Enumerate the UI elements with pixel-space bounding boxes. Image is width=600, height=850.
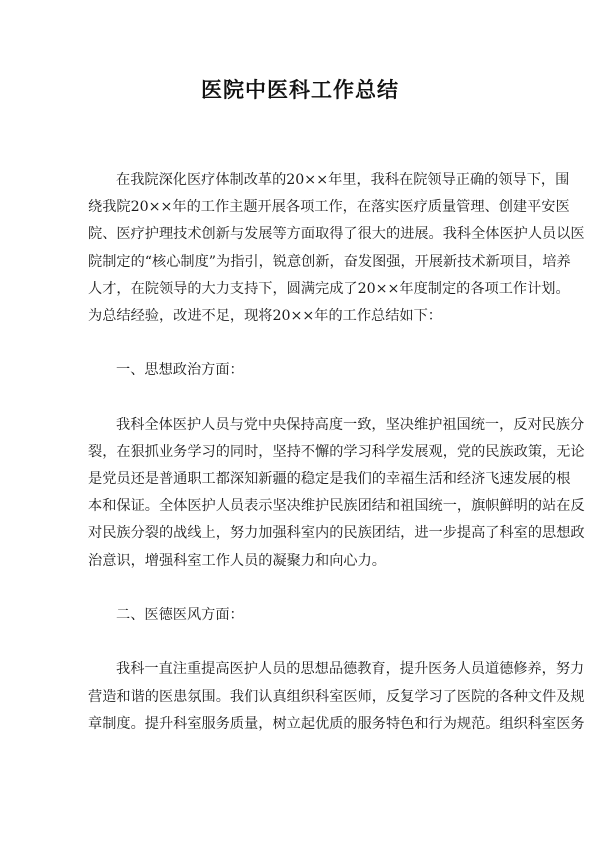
paragraph-1-line: 院制定的“核心制度”为指引，锐意创新，奋发图强，开展新技术新项目，培养 xyxy=(88,253,571,270)
paragraph-3-line: 营造和谐的医患氛围。我们认真组织科室医师，反复学习了医院的各种文件及规 xyxy=(88,688,585,705)
section-heading-political: 一、思想政治方面： xyxy=(116,362,244,379)
section-heading-ethics: 二、医德医风方面： xyxy=(116,607,244,623)
paragraph-gap xyxy=(88,330,528,357)
paragraph-1-line: 在我院深化医疗体制改革的20××年里，我科在院领导正确的领导下，围 xyxy=(116,172,570,188)
paragraph-2-line: 裂，在狠抓业务学习的同时，坚持不懈的学习科学发展观，党的民族政策，无论 xyxy=(88,443,585,460)
paragraph-gap xyxy=(88,629,528,656)
paragraph-1-line: 绕我院20××年的工作主题开展各项工作，在落实医疗质量管理、创建平安医 xyxy=(88,199,570,216)
document-title: 医院中医科工作总结 xyxy=(201,78,399,102)
paragraph-1-line: 人才，在院领导的大力支持下，圆满完成了20××年度制定的各项工作计划。 xyxy=(88,280,570,297)
paragraph-2-line: 本和保证。全体医护人员表示坚决维护民族团结和祖国统一，旗帜鲜明的站在反 xyxy=(88,498,585,515)
document-body xyxy=(88,167,585,738)
paragraph-gap xyxy=(88,575,528,602)
paragraph-2-line: 治意识，增强科室工作人员的凝聚力和向心力。 xyxy=(88,552,386,569)
paragraph-3-line: 章制度。提升科室服务质量，树立起优质的服务特色和行为规范。组织科室医务 xyxy=(88,715,585,732)
paragraph-1-line: 为总结经验，改进不足，现将20××年的工作总结如下： xyxy=(88,307,442,324)
paragraph-3-line: 我科一直注重提高医护人员的思想品德教育，提升医务人员道德修养，努力 xyxy=(116,661,585,678)
paragraph-2-line: 是党员还是普通职工都深知新疆的稳定是我们的幸福生活和经济飞速发展的根 xyxy=(88,471,571,488)
paragraph-gap xyxy=(88,385,528,412)
paragraph-2-line: 对民族分裂的战线上，努力加强科室内的民族团结，进一步提高了科室的思想政 xyxy=(88,525,585,542)
paragraph-2-line: 我科全体医护人员与党中央保持高度一致，坚决维护祖国统一，反对民族分 xyxy=(116,416,585,433)
paragraph-1-line: 院、医疗护理技术创新与发展等方面取得了很大的进展。我科全体医护人员以医 xyxy=(88,226,585,243)
